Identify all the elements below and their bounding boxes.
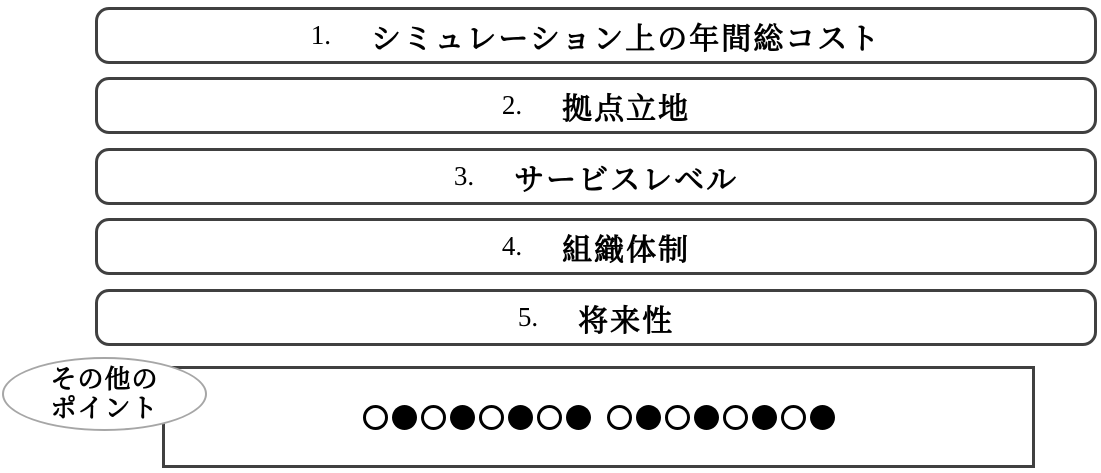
other-points-box (162, 366, 1035, 468)
rank-label: 組織体制 (562, 233, 691, 267)
open-circle-icon (537, 405, 562, 430)
filled-circle-icon (752, 405, 777, 430)
rank-box-5 (95, 289, 1097, 346)
filled-circle-icon (566, 405, 591, 430)
open-circle-icon (421, 405, 446, 430)
open-circle-icon (723, 405, 748, 430)
filled-circle-icon (392, 405, 417, 430)
filled-circle-icon (694, 405, 719, 430)
filled-circle-icon (508, 405, 533, 430)
filled-circle-icon (810, 405, 835, 430)
open-circle-icon (607, 405, 632, 430)
circles-row (361, 405, 837, 430)
rank-number: 5. (517, 302, 539, 332)
open-circle-icon (781, 405, 806, 430)
rank-box-4 (95, 218, 1097, 275)
other-points-label-line2: ポイント (50, 393, 159, 423)
filled-circle-icon (636, 405, 661, 430)
rank-box-3 (95, 148, 1097, 205)
open-circle-icon (665, 405, 690, 430)
other-points-label-line1: その他の (50, 364, 159, 394)
rank-label: サービスレベル (514, 163, 739, 197)
open-circle-icon (479, 405, 504, 430)
other-points-ellipse (2, 357, 207, 431)
rank-box-2 (95, 77, 1097, 134)
filled-circle-icon (450, 405, 475, 430)
rank-number: 4. (501, 231, 523, 261)
rank-label: シミュレーション上の年間総コスト (371, 22, 882, 56)
rank-label: 拠点立地 (562, 92, 691, 126)
rank-box-1 (95, 7, 1097, 64)
rank-number: 3. (453, 161, 475, 191)
rank-number: 2. (501, 90, 523, 120)
rank-label: 将来性 (578, 304, 675, 338)
rank-number: 1. (310, 20, 332, 50)
open-circle-icon (363, 405, 388, 430)
